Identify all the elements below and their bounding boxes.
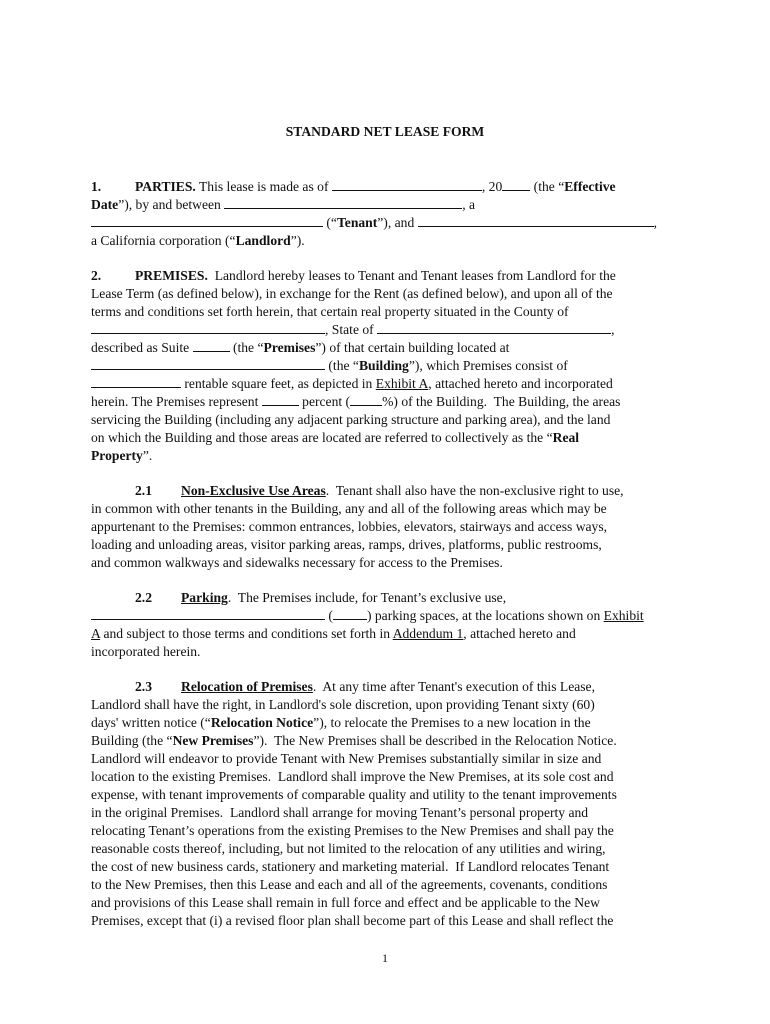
state-blank-field[interactable] (377, 321, 611, 334)
relocation-line-1 (91, 678, 595, 696)
use-areas-line-3: appurtenant to the Premises: common entrances, lobbies, elevators, stairways and access ways, (91, 519, 608, 534)
text: days' written notice (“ (91, 715, 211, 730)
percent-blank-field[interactable] (262, 393, 299, 406)
defined-term: Real (552, 430, 580, 445)
relocation-line-11: the cost of new business cards, stationery and marketing material. If Landlord relocates Tenant (91, 859, 610, 874)
relocation-line-10: reasonable costs thereof, including, but not limited to the relocation of any utilities and wiring, (91, 841, 606, 856)
text: ”), and (377, 215, 418, 230)
text: This lease is made as of (195, 179, 332, 194)
parties-line-1 (91, 178, 616, 196)
page-number: 1 (382, 951, 388, 965)
text: ( (325, 608, 333, 623)
party-blank-field[interactable] (224, 196, 462, 209)
year-blank-field[interactable] (502, 178, 530, 191)
text: (“ (323, 215, 337, 230)
relocation-line-4 (91, 732, 617, 750)
premises-line-11 (91, 447, 152, 465)
relocation-line-13: and provisions of this Lease shall remain in full force and effect and be applicable to the New (91, 895, 600, 910)
date-blank-field[interactable] (332, 178, 482, 191)
addendum-reference: Addendum 1 (392, 626, 464, 641)
relocation-line-5: Landlord will endeavor to provide Tenant with New Premises substantially similar in size and (91, 751, 602, 766)
subsection-heading: Parking (181, 590, 228, 605)
text: . The Premises include, for Tenant’s exclusive use, (227, 590, 507, 605)
use-areas-line-5: and common walkways and sidewalks necessary for access to the Premises. (91, 555, 503, 570)
defined-term: Landlord (235, 233, 291, 248)
text: percent ( (298, 394, 351, 409)
text: , 20 (481, 179, 503, 194)
premises-line-3: terms and conditions set forth herein, that certain real property situated in the County of (91, 304, 569, 319)
use-areas-line-1 (91, 482, 624, 500)
building-address-blank-field[interactable] (91, 357, 325, 370)
exhibit-reference: Exhibit A (375, 376, 429, 391)
text: herein. The Premises represent (91, 394, 262, 409)
subsection-number: 2.1 (135, 483, 152, 498)
tenant-blank-field[interactable] (91, 214, 323, 227)
premises-line-10 (91, 429, 579, 447)
square-feet-blank-field[interactable] (91, 375, 181, 388)
defined-term: Premises (263, 340, 316, 355)
section-number: 1. (91, 179, 102, 194)
parking-line-4: incorporated herein. (91, 644, 201, 659)
defined-term: Property (91, 448, 143, 463)
text: described as Suite (91, 340, 193, 355)
section-heading: PREMISES. (135, 268, 208, 283)
relocation-line-9: relocating Tenant’s operations from the existing Premises to the New Premises and shall pay the (91, 823, 614, 838)
text: ”), by and between (118, 197, 225, 212)
subsection-number: 2.2 (135, 590, 152, 605)
parking-count-blank-field[interactable] (333, 607, 367, 620)
relocation-line-8: in the original Premises. Landlord shall arrange for moving Tenant’s personal property and (91, 805, 589, 820)
section-heading: PARTIES. (135, 179, 196, 194)
exhibit-reference: Exhibit (603, 608, 644, 623)
defined-term: Relocation Notice (210, 715, 314, 730)
subsection-heading: Non-Exclusive Use Areas (181, 483, 326, 498)
premises-line-6 (91, 357, 568, 375)
defined-term: Building (358, 358, 409, 373)
defined-term: Effective (564, 179, 616, 194)
parking-line-2 (91, 607, 644, 625)
subsection-number: 2.3 (135, 679, 152, 694)
parties-line-4 (91, 232, 305, 250)
exhibit-reference: A (91, 626, 101, 641)
defined-term: Date (91, 197, 119, 212)
parties-line-3 (91, 214, 657, 232)
text: , (653, 215, 658, 230)
defined-term: New Premises (172, 733, 254, 748)
use-areas-line-4: loading and unloading areas, visitor parking areas, ramps, drives, platforms, public restrooms, (91, 537, 602, 552)
relocation-line-7: expense, with tenant improvements of comparable quality and utility to the tenant improvements (91, 787, 617, 802)
text: ”. (142, 448, 153, 463)
document-title: STANDARD NET LEASE FORM (285, 124, 485, 139)
premises-line-7 (91, 375, 613, 393)
text: (the “ (530, 179, 565, 194)
text: a California corporation (“ (91, 233, 236, 248)
text: ) parking spaces, at the locations shown on (366, 608, 604, 623)
relocation-line-6: location to the existing Premises. Landlord shall improve the New Premises, at its sole cost and (91, 769, 614, 784)
premises-line-5 (91, 339, 509, 357)
premises-line-1 (91, 267, 616, 285)
premises-line-4 (91, 321, 615, 339)
parking-count-words-blank-field[interactable] (91, 607, 325, 620)
percent-number-blank-field[interactable] (350, 393, 382, 406)
defined-term: Tenant (336, 215, 378, 230)
text: , State of (325, 322, 378, 337)
county-blank-field[interactable] (91, 321, 325, 334)
section-number: 2. (91, 268, 102, 283)
text: and subject to those terms and conditions set forth in (100, 626, 393, 641)
text: , attached hereto and incorporated (428, 376, 613, 391)
premises-line-2: Lease Term (as defined below), in exchange for the Rent (as defined below), and upon all of the (91, 286, 613, 301)
text: Building (the “ (91, 733, 173, 748)
text: ”), to relocate the Premises to a new location in the (313, 715, 591, 730)
premises-line-8 (91, 393, 620, 411)
text: , (611, 322, 615, 337)
text: ”) of that certain building located at (315, 340, 510, 355)
text: %) of the Building. The Building, the areas (382, 394, 621, 409)
text: . Tenant shall also have the non-exclusive right to use, (325, 483, 624, 498)
landlord-blank-field[interactable] (418, 214, 654, 227)
relocation-line-14: Premises, except that (i) a revised floor plan shall become part of this Lease and shall reflect the (91, 913, 614, 928)
parking-line-1 (91, 589, 506, 607)
text: (the “ (325, 358, 359, 373)
text: (the “ (229, 340, 264, 355)
text: on which the Building and those areas are located are referred to collectively as the “ (91, 430, 553, 445)
text: , a (462, 197, 476, 212)
text: , attached hereto and (463, 626, 576, 641)
subsection-heading: Relocation of Premises (181, 679, 313, 694)
text: Landlord hereby leases to Tenant and Tenant leases from Landlord for the (207, 268, 616, 283)
parties-line-2 (91, 196, 475, 214)
suite-blank-field[interactable] (193, 339, 230, 352)
relocation-line-2: Landlord shall have the right, in Landlord's sole discretion, upon providing Tenant sixty (60) (91, 697, 595, 712)
parking-line-3 (91, 625, 576, 643)
text: rentable square feet, as depicted in (181, 376, 376, 391)
premises-line-9: servicing the Building (including any adjacent parking structure and parking area), and the land (91, 412, 611, 427)
text: ”), which Premises consist of (408, 358, 568, 373)
text: ”). (290, 233, 305, 248)
text: ”). The New Premises shall be described in the Relocation Notice. (253, 733, 617, 748)
text: . At any time after Tenant's execution of this Lease, (312, 679, 595, 694)
relocation-line-3 (91, 714, 591, 732)
use-areas-line-2: in common with other tenants in the Building, any and all of the following areas which may be (91, 501, 607, 516)
relocation-line-12: to the New Premises, then this Lease and each and all of the agreements, covenants, conditions (91, 877, 608, 892)
